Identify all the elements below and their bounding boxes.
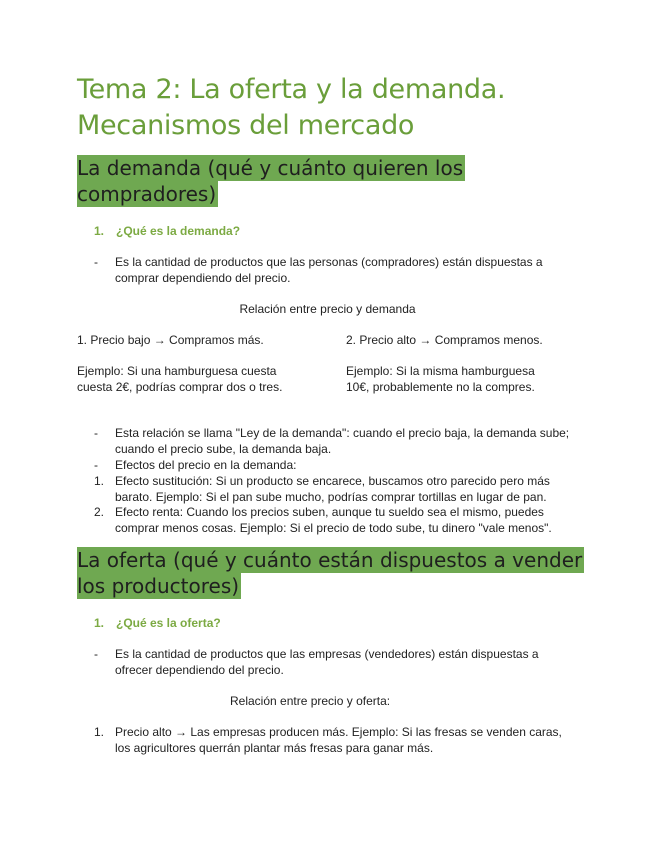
supply-question (94, 615, 221, 631)
demand-heading (77, 155, 597, 207)
demand-relation-title: Relación entre precio y demanda (239, 302, 416, 316)
demand-effect-income (94, 504, 574, 536)
demand-effects-intro-marker: - (94, 458, 98, 472)
demand-law (94, 425, 574, 457)
demand-heading-text: La demanda (qué y cuánto quieren los compradores) (77, 156, 464, 206)
demand-right-case: 2. Precio alto → Compramos menos. (346, 333, 543, 347)
demand-definition-text: Es la cantidad de productos que las personas (compradores) están dispuestas a comprar dependiendo del precio. (115, 255, 543, 285)
demand-left-case: 1. Precio bajo → Compramos más. (77, 333, 264, 347)
supply-definition-marker: - (94, 647, 98, 661)
supply-question-text: ¿Qué es la oferta? (116, 616, 221, 630)
supply-heading-text: La oferta (qué y cuánto están dispuestos a vender los productores) (77, 548, 583, 598)
supply-relation-title: Relación entre precio y oferta: (230, 694, 391, 708)
supply-heading (77, 547, 597, 599)
demand-effects-intro (94, 457, 574, 473)
demand-question (94, 223, 240, 239)
demand-effect-substitution (94, 473, 574, 505)
demand-effects-intro-text: Efectos del precio en la demanda: (115, 458, 297, 472)
demand-effect-income-text: Efecto renta: Cuando los precios suben, aunque tu sueldo sea el mismo, puedes comprar menos cosas. Ejemplo: Si el precio de todo sube, tu dinero "vale menos". (115, 505, 552, 535)
demand-law-text: Esta relación se llama "Ley de la demanda": cuando el precio baja, la demanda sube; cuando el precio sube, la demanda baja. (115, 426, 570, 456)
demand-question-number: 1. (94, 224, 105, 238)
demand-left-example: Ejemplo: Si una hamburguesa cuesta cuesta 2€, podrías comprar dos o tres. (77, 364, 283, 394)
demand-law-marker: - (94, 426, 98, 440)
supply-definition (94, 646, 574, 678)
demand-right-example: Ejemplo: Si la misma hamburguesa 10€, probablemente no la compres. (346, 364, 535, 394)
supply-definition-text: Es la cantidad de productos que las empresas (vendedores) están dispuestas a ofrecer dependiendo del precio. (115, 647, 539, 677)
supply-item-high-price-marker: 1. (94, 725, 105, 739)
supply-item-high-price (94, 724, 574, 756)
demand-effect-substitution-marker: 1. (94, 474, 105, 488)
page-title: Tema 2: La oferta y la demanda. Mecanismos del mercado (77, 74, 506, 141)
demand-definition (94, 254, 574, 286)
demand-effect-substitution-text: Efecto sustitución: Si un producto se encarece, buscamos otro parecido pero más barato. Ejemplo: Si el pan sube mucho, podrías comprar tortillas en lugar de pan. (115, 474, 550, 504)
supply-item-high-price-text: Precio alto → Las empresas producen más. Ejemplo: Si las fresas se venden caras, los agricultores querrán plantar más fresas para ganar más. (115, 725, 562, 755)
demand-question-text: ¿Qué es la demanda? (116, 224, 241, 238)
demand-effect-income-marker: 2. (94, 505, 105, 519)
demand-definition-marker: - (94, 255, 98, 269)
supply-question-number: 1. (94, 616, 105, 630)
